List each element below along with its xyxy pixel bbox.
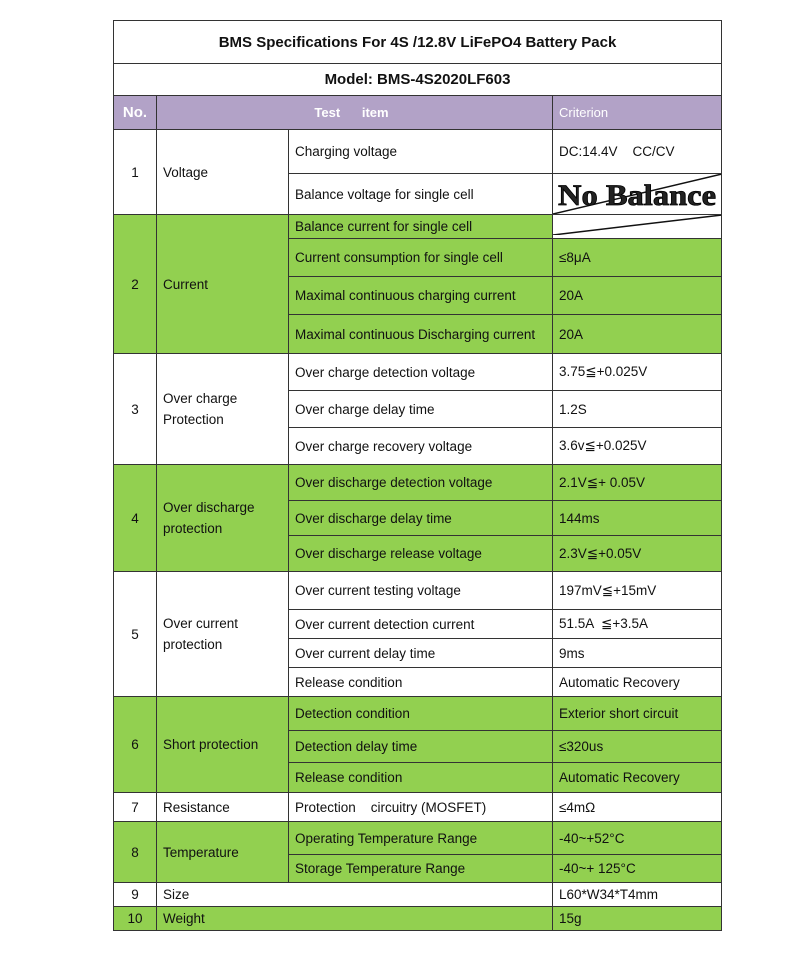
test-item: Over charge detection voltage xyxy=(289,354,553,391)
criterion-value: ≤4mΩ xyxy=(553,793,722,822)
model-number: Model: BMS-4S2020LF603 xyxy=(114,64,722,96)
row-category: Weight xyxy=(157,907,553,931)
row-category: Current xyxy=(157,215,289,354)
criterion-value: 51.5A ≦+3.5A xyxy=(553,610,722,639)
criterion-value: ≤8μA xyxy=(553,239,722,277)
no-balance-text: No Balance xyxy=(558,179,716,212)
header-no: No. xyxy=(114,96,157,130)
criterion-value: 3.75≦+0.025V xyxy=(553,354,722,391)
criterion-value: L60*W34*T4mm xyxy=(553,883,722,907)
criterion-value: -40~+ 125°C xyxy=(553,855,722,883)
row-number: 10 xyxy=(114,907,157,931)
test-item: Over current detection current xyxy=(289,610,553,639)
document-title: BMS Specifications For 4S /12.8V LiFePO4 Battery Pack xyxy=(114,21,722,64)
test-item: Over discharge release voltage xyxy=(289,536,553,572)
test-item: Detection condition xyxy=(289,697,553,731)
row-number: 1 xyxy=(114,130,157,215)
test-item: Detection delay time xyxy=(289,731,553,763)
criterion-value: ≤320us xyxy=(553,731,722,763)
spec-sheet xyxy=(113,20,721,931)
row-number: 4 xyxy=(114,465,157,572)
test-item: Balance voltage for single cell xyxy=(289,174,553,215)
criterion-value: 197mV≦+15mV xyxy=(553,572,722,610)
row-number: 5 xyxy=(114,572,157,697)
row-number: 2 xyxy=(114,215,157,354)
row-number: 8 xyxy=(114,822,157,883)
test-item: Maximal continuous charging current xyxy=(289,277,553,315)
row-number: 6 xyxy=(114,697,157,793)
criterion-value: 1.2S xyxy=(553,391,722,428)
criterion-value: Exterior short circuit xyxy=(553,697,722,731)
criterion-value: 20A xyxy=(553,315,722,354)
test-item: Storage Temperature Range xyxy=(289,855,553,883)
row-number: 9 xyxy=(114,883,157,907)
row-category: Resistance xyxy=(157,793,289,822)
row-category: Size xyxy=(157,883,553,907)
criterion-value: -40~+52°C xyxy=(553,822,722,855)
test-item: Current consumption for single cell xyxy=(289,239,553,277)
header-test-item: Test item xyxy=(157,96,553,130)
test-item: Release condition xyxy=(289,668,553,697)
test-item: Maximal continuous Discharging current xyxy=(289,315,553,354)
test-item: Operating Temperature Range xyxy=(289,822,553,855)
test-item: Over discharge detection voltage xyxy=(289,465,553,501)
row-category: Short protection xyxy=(157,697,289,793)
criterion-value: 2.1V≦+ 0.05V xyxy=(553,465,722,501)
test-item: Over current delay time xyxy=(289,639,553,668)
row-category: Temperature xyxy=(157,822,289,883)
criterion-value: Automatic Recovery xyxy=(553,763,722,793)
criterion-value: 3.6v≦+0.025V xyxy=(553,428,722,465)
header-criterion: Criterion xyxy=(553,96,722,130)
test-item: Charging voltage xyxy=(289,130,553,174)
criterion-value: 15g xyxy=(553,907,722,931)
criterion-value: 144ms xyxy=(553,501,722,536)
criterion-value: 20A xyxy=(553,277,722,315)
criterion-value: Automatic Recovery xyxy=(553,668,722,697)
test-item: Protection circuitry (MOSFET) xyxy=(289,793,553,822)
spec-table xyxy=(113,20,722,931)
row-category: Over charge Protection xyxy=(157,354,289,465)
no-balance-stamp xyxy=(553,174,722,215)
row-category: Over current protection xyxy=(157,572,289,697)
test-item: Balance current for single cell xyxy=(289,215,553,239)
test-item: Over charge recovery voltage xyxy=(289,428,553,465)
test-item: Over discharge delay time xyxy=(289,501,553,536)
row-category: Voltage xyxy=(157,130,289,215)
test-item: Over current testing voltage xyxy=(289,572,553,610)
crossed-out-cell xyxy=(553,215,722,239)
row-category: Over discharge protection xyxy=(157,465,289,572)
criterion-value: DC:14.4V CC/CV xyxy=(553,130,722,174)
criterion-value: 2.3V≦+0.05V xyxy=(553,536,722,572)
row-number: 7 xyxy=(114,793,157,822)
criterion-value: 9ms xyxy=(553,639,722,668)
row-number: 3 xyxy=(114,354,157,465)
test-item: Release condition xyxy=(289,763,553,793)
test-item: Over charge delay time xyxy=(289,391,553,428)
